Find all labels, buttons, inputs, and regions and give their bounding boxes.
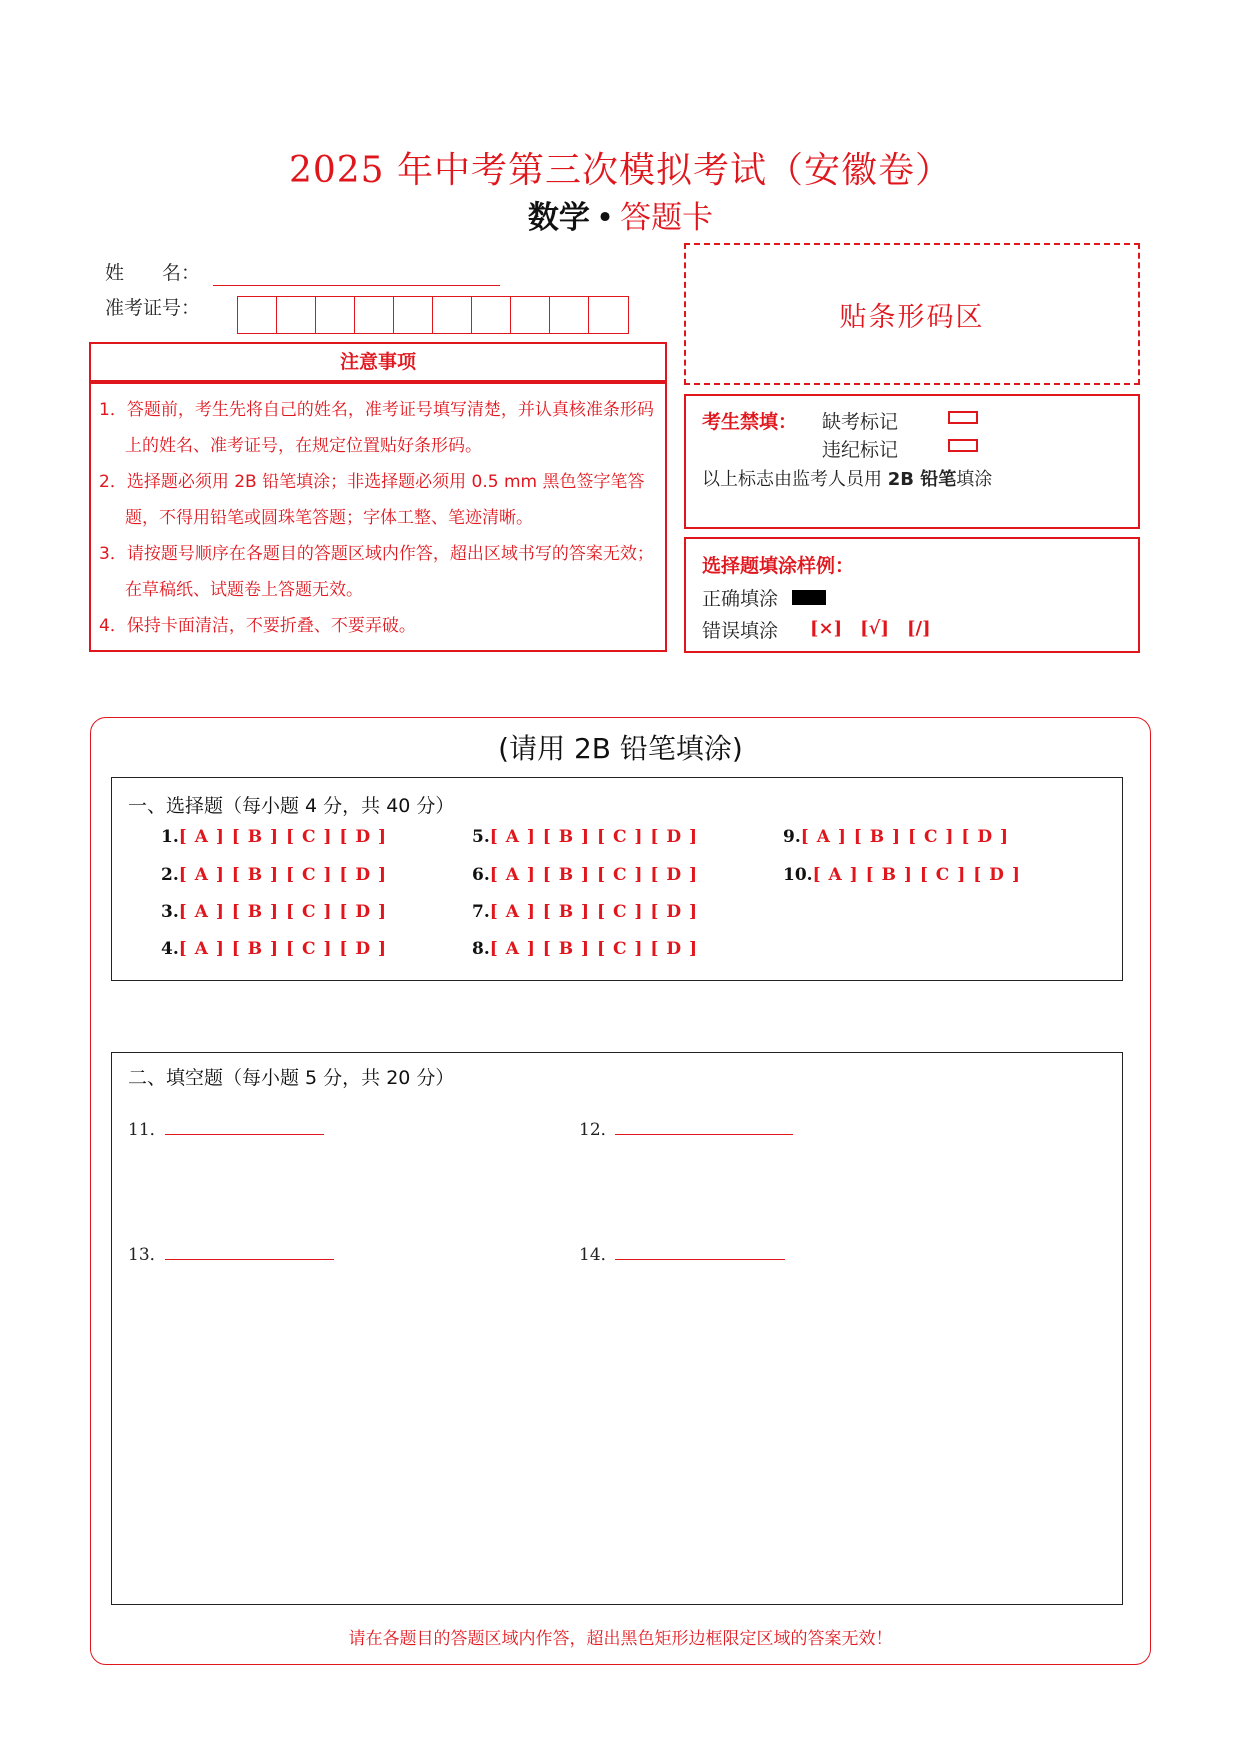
notice-body (89, 382, 667, 652)
mc-question-6[interactable]: 6.[ A ] [ B ] [ C ] [ D ] (472, 865, 699, 885)
answer-line-13[interactable] (165, 1259, 334, 1260)
wrong-mark-check: [√] (860, 618, 889, 639)
notice-heading: 注意事项 (89, 342, 667, 382)
wrong-mark-slash: [/] (907, 618, 931, 639)
id-digit-box[interactable] (355, 297, 394, 333)
mc-question-10[interactable]: 10.[ A ] [ B ] [ C ] [ D ] (783, 865, 1021, 885)
correct-fill-label: 正确填涂 (702, 588, 779, 610)
fill-question-12: 12． (579, 1120, 618, 1140)
answer-line-12[interactable] (615, 1134, 793, 1135)
mc-options[interactable]: [ A ] [ B ] [ C ] [ D ] (178, 939, 388, 959)
mc-options[interactable]: [ A ] [ B ] [ C ] [ D ] (178, 902, 388, 922)
proctor-note-prefix: 以上标志由监考人员用 (702, 469, 888, 490)
id-label: 准考证号： (105, 297, 201, 319)
violation-mark-box[interactable] (948, 439, 978, 452)
correct-fill-sample (792, 590, 826, 605)
id-digit-box[interactable] (433, 297, 472, 333)
name-input-line[interactable] (213, 285, 500, 286)
fill-question-11: 11． (128, 1120, 167, 1140)
notice-item-3: 3．请按题号顺序在各题目的答题区域内作答，超出区域书写的答案无效；在草稿纸、试题卷上答题无效。 (99, 544, 654, 600)
mc-question-4[interactable]: 4.[ A ] [ B ] [ C ] [ D ] (161, 939, 388, 959)
id-digit-box[interactable] (394, 297, 433, 333)
fill-question-13: 13． (128, 1245, 167, 1265)
answer-line-14[interactable] (615, 1259, 785, 1260)
id-digit-box[interactable] (511, 297, 550, 333)
barcode-area (684, 243, 1140, 385)
id-digit-box[interactable] (277, 297, 316, 333)
id-digit-box[interactable] (550, 297, 589, 333)
mc-question-9[interactable]: 9.[ A ] [ B ] [ C ] [ D ] (783, 827, 1010, 847)
mc-question-8[interactable]: 8.[ A ] [ B ] [ C ] [ D ] (472, 939, 699, 959)
exam-subtitle (0, 192, 1241, 237)
mc-question-1[interactable]: 1.[ A ] [ B ] [ C ] [ D ] (161, 827, 388, 847)
violation-label: 违纪标记 (822, 439, 899, 461)
wrong-fill-samples (810, 618, 949, 639)
exam-title: 2025 年中考第三次模拟考试（安徽卷） (288, 150, 953, 191)
wrong-mark-x: [×] (810, 618, 843, 639)
mc-options[interactable]: [ A ] [ B ] [ C ] [ D ] (489, 827, 699, 847)
proctor-note-suffix: 填涂 (956, 469, 993, 490)
proctor-heading: 考生禁填： (702, 411, 798, 433)
section2-title: 二、填空题（每小题 5 分，共 20 分） (128, 1067, 455, 1089)
id-digit-box[interactable] (472, 297, 511, 333)
id-digit-box[interactable] (316, 297, 355, 333)
id-digit-box[interactable] (238, 297, 277, 333)
name-label: 姓 名： (105, 262, 201, 284)
subtitle-dot: • (595, 200, 615, 236)
answer-card-label: 答题卡 (620, 200, 714, 236)
pencil-hint: (请用 2B 铅笔填涂) (498, 732, 743, 765)
subject-label: 数学 (527, 200, 590, 236)
notice-item-4: 4．保持卡面清洁，不要折叠、不要弄破。 (99, 616, 416, 636)
mc-options[interactable]: [ A ] [ B ] [ C ] [ D ] (800, 827, 1010, 847)
mc-question-2[interactable]: 2.[ A ] [ B ] [ C ] [ D ] (161, 865, 388, 885)
notice-item-2: 2．选择题必须用 2B 铅笔填涂；非选择题必须用 0.5 mm 黑色签字笔答题，不得用铅笔或圆珠笔答题；字体工整、笔迹清晰。 (99, 472, 645, 528)
notice-item-1: 1．答题前，考生先将自己的姓名，准考证号填写清楚，并认真核准条形码上的姓名、准考证号，在规定位置贴好条形码。 (99, 400, 654, 456)
proctor-note-bold: 2B 铅笔 (887, 469, 957, 490)
mc-question-3[interactable]: 3.[ A ] [ B ] [ C ] [ D ] (161, 902, 388, 922)
footer-note: 请在各题目的答题区域内作答，超出黑色矩形边框限定区域的答案无效！ (348, 1629, 893, 1649)
wrong-fill-label: 错误填涂 (702, 620, 779, 642)
mc-options[interactable]: [ A ] [ B ] [ C ] [ D ] (812, 865, 1021, 885)
proctor-note (702, 465, 992, 491)
answer-line-11[interactable] (165, 1134, 324, 1135)
fill-sample-heading: 选择题填涂样例： (702, 555, 855, 577)
absent-label: 缺考标记 (822, 411, 899, 433)
mc-options[interactable]: [ A ] [ B ] [ C ] [ D ] (178, 827, 388, 847)
mc-options[interactable]: [ A ] [ B ] [ C ] [ D ] (489, 865, 699, 885)
barcode-label: 贴条形码区 (839, 301, 985, 333)
mc-options[interactable]: [ A ] [ B ] [ C ] [ D ] (489, 939, 699, 959)
mc-question-7[interactable]: 7.[ A ] [ B ] [ C ] [ D ] (472, 902, 699, 922)
absent-mark-box[interactable] (948, 411, 978, 424)
exam-id-boxes[interactable] (237, 296, 629, 334)
mc-options[interactable]: [ A ] [ B ] [ C ] [ D ] (178, 865, 388, 885)
id-digit-box[interactable] (589, 297, 628, 333)
mc-options[interactable]: [ A ] [ B ] [ C ] [ D ] (489, 902, 699, 922)
mc-question-5[interactable]: 5.[ A ] [ B ] [ C ] [ D ] (472, 827, 699, 847)
fill-question-14: 14． (579, 1245, 618, 1265)
section1-title: 一、选择题（每小题 4 分，共 40 分） (128, 795, 455, 817)
